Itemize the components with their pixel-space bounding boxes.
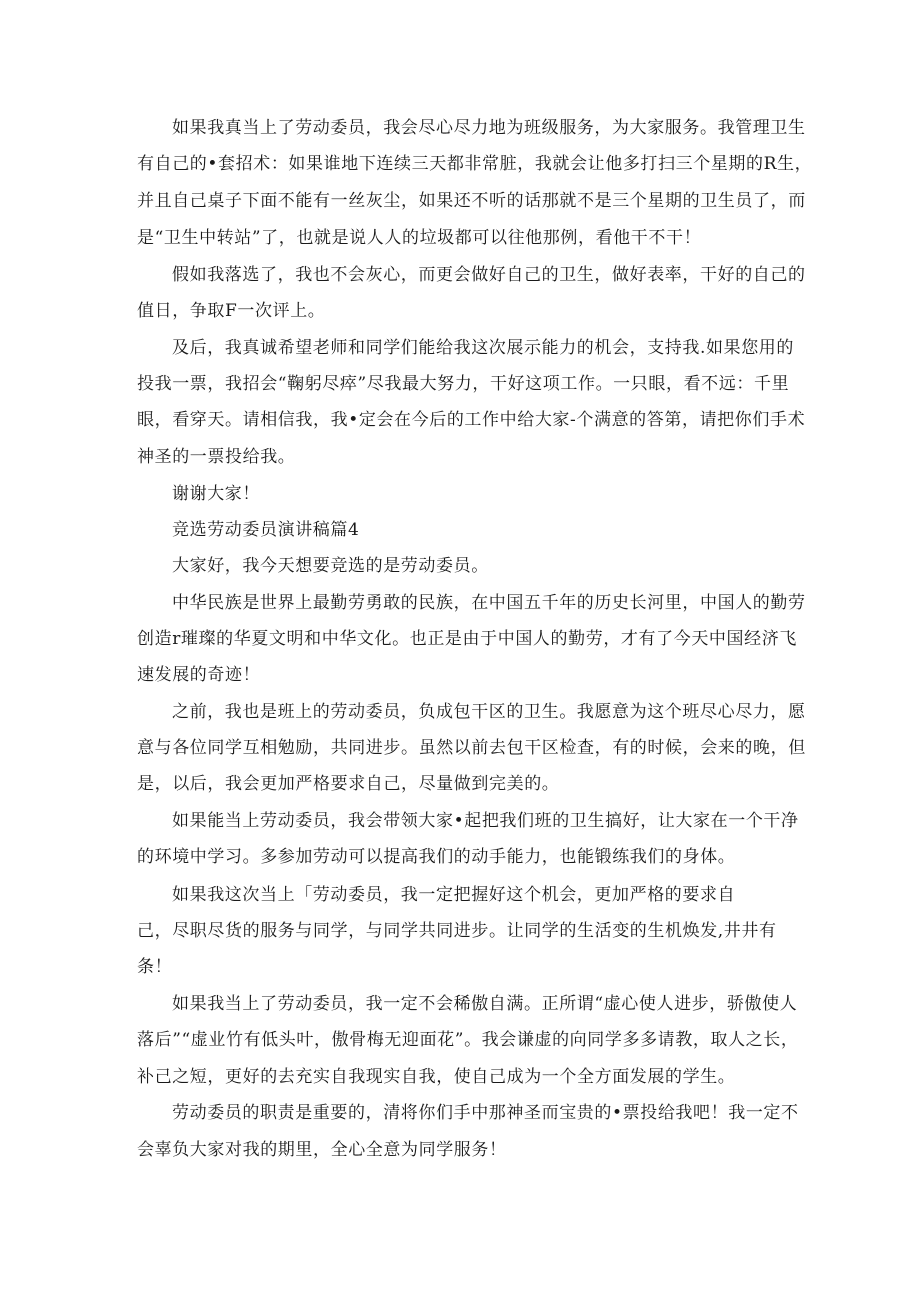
paragraph-line: 并且自己桌子下面不能有一丝灰尘，如果还不听的话那就不是三个星期的卫生员了，而 [137, 191, 806, 211]
section-title: 竞选劳动委员演讲稿篇4 [172, 520, 360, 540]
paragraph-line: 如果能当上劳动委员，我会带领大家•起把我们班的卫生搞好，让大家在一个干净 [172, 811, 799, 831]
paragraph-line: 值日，争取F一次评上。 [137, 301, 326, 321]
paragraph-line: 眼，看穿天。请相信我，我•定会在今后的工作中给大家-个满意的答第，请把你们手术 [137, 410, 806, 430]
paragraph-line: 的环境中学习。多参加劳动可以提高我们的动手能力，也能锻练我们的身体。 [137, 847, 736, 867]
paragraph-line: 意与各位同学互相勉励，共同进步。虽然以前去包干区检查，有的时候，会来的晚，但 [137, 738, 806, 758]
paragraph-line: 投我一票，我招会“鞠躬尽瘁”尽我最大努力，干好这项工作。一只眼，看不远：千里 [137, 374, 790, 394]
paragraph-line: 条！ [137, 957, 173, 977]
paragraph-line: 是，以后，我会更加严格要求自己，尽量做到完美的。 [137, 774, 560, 794]
paragraph-line: 如果我这次当上「劳动委员，我一定把握好这个机会，更加严格的要求自 [172, 885, 736, 905]
paragraph-line: 谢谢大家！ [172, 484, 260, 504]
paragraph-line: 之前，我也是班上的劳动委员，负成包干区的卫生。我愿意为这个班尽心尽力，愿 [172, 702, 806, 722]
paragraph-line: 会辜负大家对我的期里，全心全意为同学服务！ [137, 1140, 507, 1160]
paragraph-line: 劳动委员的职责是重要的，清将你们手中那神圣而宝贵的•票投给我吧！我一定不 [172, 1103, 799, 1123]
paragraph-line: 中华民族是世界上最勤劳勇敢的民族，在中国五千年的历史长河里，中国人的勤劳 [172, 593, 806, 613]
paragraph-line: 落后”“虚业竹有低头叶，傲骨梅无迎面花”。我会谦虚的向同学多多请教，取人之长， [137, 1030, 799, 1050]
paragraph-line: 创造r璀璨的华夏文明和中华文化。也正是由于中国人的勤劳，才有了今天中国经济飞 [137, 629, 797, 649]
paragraph-line: 如果我当上了劳动委员，我一定不会稀傲自满。正所谓“虚心使人进步，骄傲使人 [172, 994, 798, 1014]
paragraph-line: 有自己的•套招术：如果谁地下连续三天都非常脏，我就会让他多打扫三个星期的R生， [137, 154, 813, 174]
paragraph-line: 己，尽职尽货的服务与同学，与同学共同进步。让同学的生活变的生机焕发,井井有 [137, 921, 777, 941]
paragraph-line: 是“卫生中转站”了，也就是说人人的垃圾都可以往他那例，看他干不干！ [137, 228, 702, 248]
paragraph-line: 神圣的一票投给我。 [137, 447, 296, 467]
paragraph-line: 假如我落选了，我也不会灰心，而更会做好自己的卫生，做好表率，干好的自己的 [172, 265, 806, 285]
paragraph-line: 补己之短，更好的去充实自我现实自我，使自己成为一个全方面发展的学生。 [137, 1067, 736, 1087]
paragraph-line: 及后，我真诚希望老师和同学们能给我这次展示能力的机会，支持我.如果您用的 [172, 338, 795, 358]
paragraph-line: 速发展的奇迹！ [137, 665, 261, 685]
paragraph-line: 大家好，我今天想要竞选的是劳动委员。 [172, 556, 489, 576]
paragraph-line: 如果我真当上了劳动委员，我会尽心尽力地为班级服务，为大家服务。我管理卫生 [172, 118, 806, 138]
